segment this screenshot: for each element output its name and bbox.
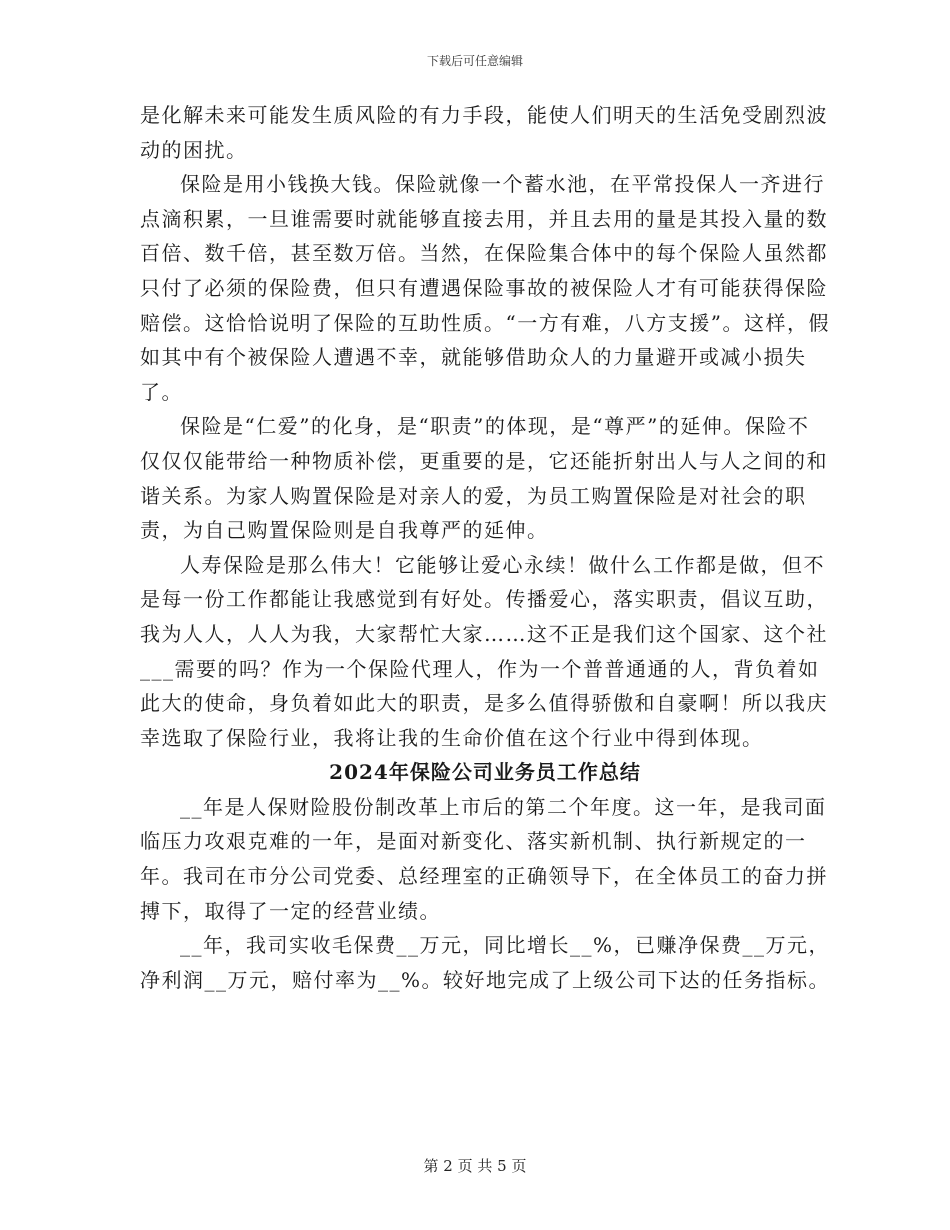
page-footer: 第 2 页 共 5 页	[423, 1157, 527, 1175]
paragraph-life-insurance: 人寿保险是那么伟大！它能够让爱心永续！做什么工作都是做，但不是每一份工作都能让我感觉到有好处。传播爱心，落实职责，倡议互助，我为人人，人人为我，大家帮忙大家……这不正是我们这个国家、这个社___需要的吗？作为一个保险代理人，作为一个普普通通的人，背负着如此大的使命，身负着如此大的职责，是多么值得骄傲和自豪啊！所以我庆幸选取了保险行业，我将让我的生命价值在这个行业中得到体现。	[140, 552, 828, 750]
paragraph-small-money: 保险是用小钱换大钱。保险就像一个蓄水池，在平常投保人一齐进行点滴积累，一旦谁需要时就能够直接去用，并且去用的量是其投入量的数百倍、数千倍，甚至数万倍。当然，在保险集合体中的每个保险人虽然都只付了必须的保险费，但只有遭遇保险事故的被保险人才有可能获得保险赔偿。这恰恰说明了保险的互助性质。“一方有难，八方支援”。这样，假如其中有个被保险人遭遇不幸，就能够借助众人的力量避开或减小损失了。	[140, 172, 830, 404]
paragraph-year-overview: __年是人保财险股份制改革上市后的第二个年度。这一年，是我司面临压力攻艰克难的一年，是面对新变化、落实新机制、执行新规定的一年。我司在市分公司党委、总经理室的正确领导下，在全体员工的奋力拼搏下，取得了一定的经营业绩。	[140, 794, 828, 923]
paragraph-year-results: __年，我司实收毛保费__万元，同比增长__%，已赚净保费__万元，净利润__万元，赔付率为__%。较好地完成了上级公司下达的任务指标。	[140, 933, 831, 992]
page-header: 下载后可任意编辑	[426, 54, 523, 68]
section-title: 2024年保险公司业务员工作总结	[329, 760, 641, 785]
document-body	[140, 98, 830, 997]
paragraph-continuation: 是化解未来可能发生质风险的有力手段，能使人们明天的生活免受剧烈波动的困扰。	[140, 103, 828, 162]
paragraph-love-duty: 保险是“仁爱”的化身，是“职责”的体现，是“尊严”的延伸。保险不仅仅仅能带给一种物质补偿，更重要的是，它还能折射出人与人之间的和谐关系。为家人购置保险是对亲人的爱，为员工购置保险是对社会的职责，为自己购置保险则是自我尊严的延伸。	[140, 414, 828, 543]
